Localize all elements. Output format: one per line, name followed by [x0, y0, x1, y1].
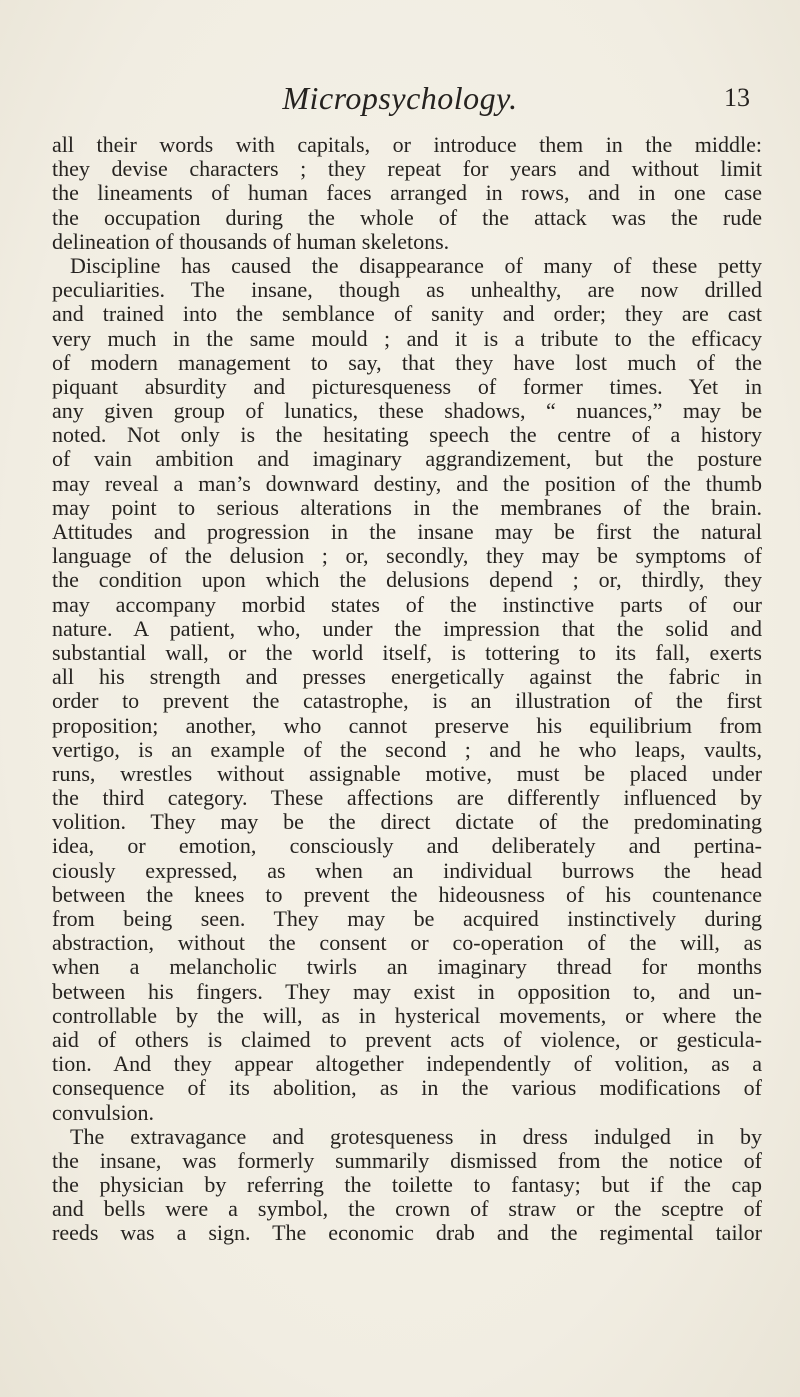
text-line: ciously expressed, as when an individual burrows the head	[52, 858, 762, 883]
running-head	[0, 78, 800, 118]
text-line: vertigo, is an example of the second ; and he who leaps, vaults,	[52, 737, 762, 762]
text-line: when a melancholic twirls an imaginary thread for months	[52, 955, 762, 980]
text-line: may point to serious alterations in the membranes of the brain.	[52, 495, 762, 520]
text-line: the condition upon which the delusions depend ; or, thirdly, they	[52, 568, 762, 593]
text-line: order to prevent the catastrophe, is an illustration of the first	[52, 689, 762, 714]
text-line: of modern management to say, that they have lost much of the	[52, 350, 762, 375]
running-title: Micropsychology.	[282, 80, 518, 116]
text-line: very much in the same mould ; and it is a tribute to the efficacy	[52, 326, 762, 351]
text-line: from being seen. They may be acquired instinctively during	[52, 907, 762, 931]
text-line: and bells were a symbol, the crown of straw or the sceptre of	[52, 1197, 762, 1222]
text-line: substantial wall, or the world itself, is tottering to its fall, exerts	[52, 640, 762, 665]
text-line: the insane, was formerly summarily dismissed from the notice of	[52, 1148, 762, 1173]
text-line: may accompany morbid states of the instinctive parts of our	[52, 592, 762, 617]
text-line: the occupation during the whole of the attack was the rude	[52, 205, 762, 230]
text-line: noted. Not only is the hesitating speech the centre of a history	[52, 423, 762, 448]
text-line: may reveal a man’s downward destiny, and the position of the thumb	[52, 471, 762, 496]
text-line: convulsion.	[52, 1100, 155, 1125]
text-line: delineation of thousands of human skeletons.	[52, 229, 450, 254]
text-line: consequence of its abolition, as in the various modifications of	[52, 1076, 762, 1101]
text-line: the third category. These affections are differently influenced by	[52, 786, 762, 811]
text-line: tion. And they appear altogether independently of volition, as a	[52, 1052, 762, 1077]
page-number: 13	[724, 83, 750, 112]
text-line: language of the delusion ; or, secondly, they may be symptoms of	[52, 544, 762, 569]
text-line: piquant absurdity and picturesqueness of former times. Yet in	[52, 374, 762, 399]
text-line: the physician by referring the toilette to fantasy; but if the cap	[52, 1173, 762, 1198]
text-line: they devise characters ; they repeat for years and without limit	[52, 157, 762, 182]
text-line: between his fingers. They may exist in opposition to, and un-	[52, 979, 762, 1004]
text-line: any given group of lunatics, these shadows, “ nuances,” may be	[52, 399, 762, 424]
text-line: nature. A patient, who, under the impression that the solid and	[52, 616, 762, 641]
body-text	[52, 133, 762, 1246]
text-line: between the knees to prevent the hideousness of his countenance	[52, 882, 762, 907]
text-line: all their words with capitals, or introduce them in the middle:	[52, 133, 762, 157]
text-line: reeds was a sign. The economic drab and the regimental tailor	[52, 1221, 762, 1246]
text-line: of vain ambition and imaginary aggrandizement, but the posture	[52, 447, 762, 472]
text-line: abstraction, without the consent or co-operation of the will, as	[52, 931, 762, 956]
text-line: idea, or emotion, consciously and deliberately and pertina-	[52, 834, 762, 859]
text-line: all his strength and presses energetically against the fabric in	[52, 665, 762, 690]
text-line: Discipline has caused the disappearance of many of these petty	[70, 253, 762, 278]
text-line: volition. They may be the direct dictate of the predominating	[52, 810, 762, 835]
text-line: runs, wrestles without assignable motive, must be placed under	[52, 761, 762, 786]
text-line: proposition; another, who cannot preserve his equilibrium from	[52, 713, 762, 738]
text-line: Attitudes and progression in the insane may be first the natural	[52, 520, 762, 544]
text-line: and trained into the semblance of sanity and order; they are cast	[52, 302, 762, 327]
text-line: The extravagance and grotesqueness in dress indulged in by	[70, 1124, 762, 1149]
text-line: the lineaments of human faces arranged in rows, and in one case	[52, 181, 762, 206]
text-line: peculiarities. The insane, though as unhealthy, are now drilled	[52, 278, 762, 303]
text-line: controllable by the will, as in hysterical movements, or where the	[52, 1003, 762, 1028]
text-line: aid of others is claimed to prevent acts of violence, or gesticula-	[52, 1027, 762, 1052]
